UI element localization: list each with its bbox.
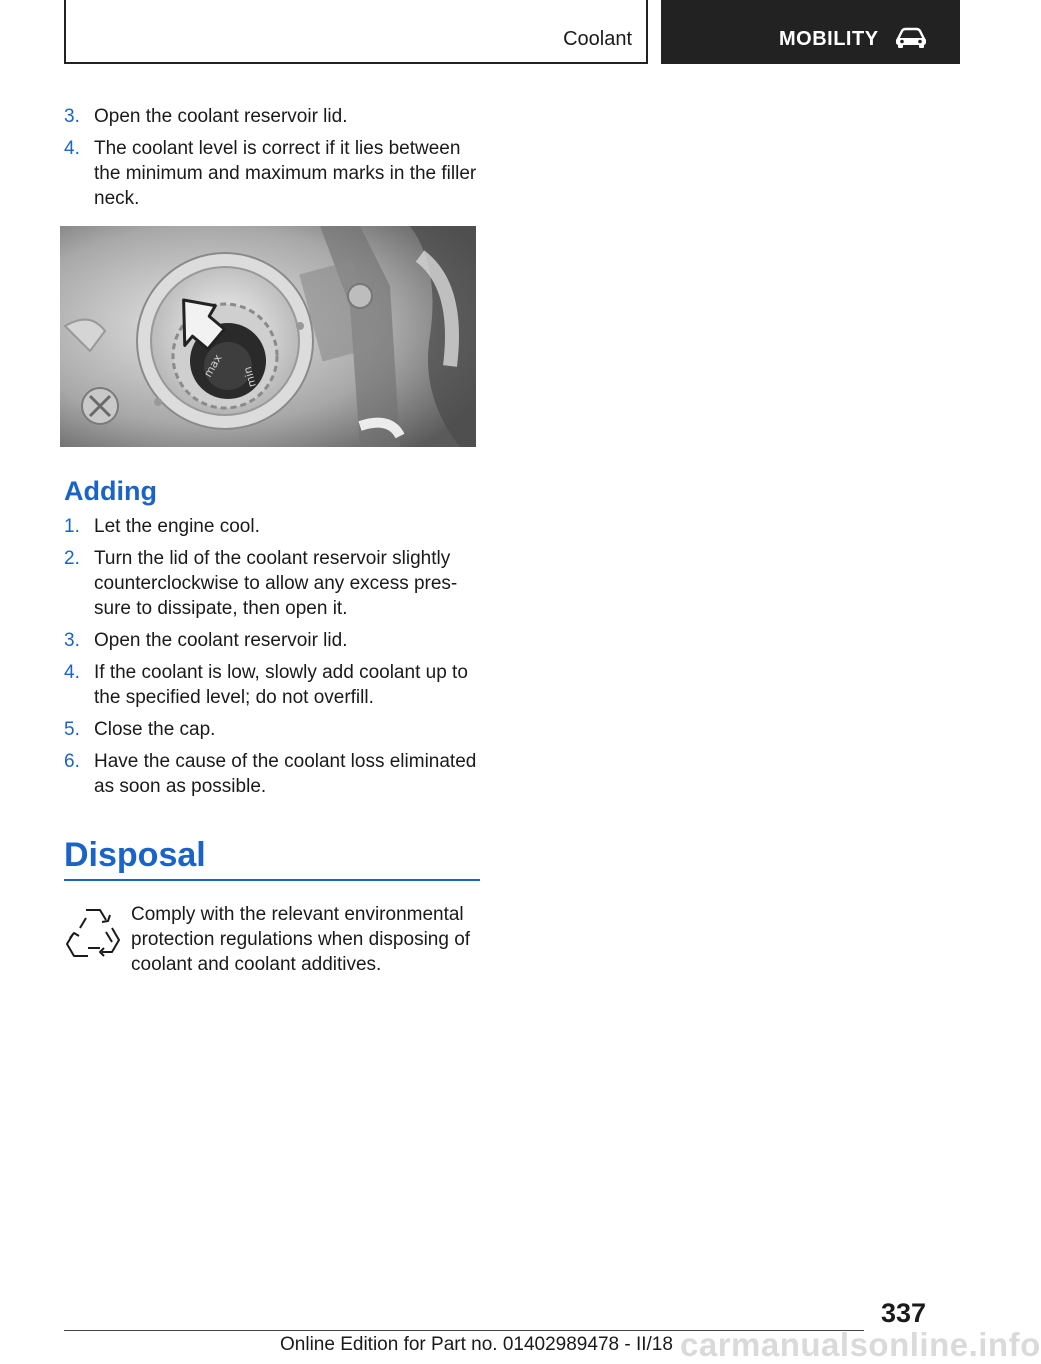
watermark: carmanualsonline.info [680, 1326, 1041, 1363]
coolant-reservoir-photo [60, 226, 476, 447]
step-number: 4. [64, 138, 80, 159]
list-item [64, 749, 480, 799]
chapter-tab[interactable] [661, 0, 960, 64]
list-item [64, 717, 480, 742]
step-text: If the coolant is low, slowly add coolant up to the specified level; do not overfill. [94, 662, 468, 708]
step-number: 5. [64, 719, 80, 740]
step-number: 3. [64, 106, 80, 127]
list-item [64, 104, 480, 129]
section-title: Coolant [563, 28, 632, 50]
list-item [64, 546, 480, 621]
step-number: 6. [64, 751, 80, 772]
step-text: Close the cap. [94, 719, 216, 740]
section-header-box [64, 0, 648, 64]
step-text: Turn the lid of the coolant reservoir slightly counterclockwise to allow any excess pres‐ sure to dissipate, then open it. [94, 548, 458, 619]
intro-step-list [64, 104, 480, 218]
disposal-divider [64, 879, 480, 881]
list-item [64, 628, 480, 653]
cap-label-max: max [201, 352, 225, 380]
car-icon [894, 26, 928, 50]
recycle-icon [64, 904, 122, 962]
step-text: Have the cause of the coolant loss eliminated as soon as possible. [94, 751, 477, 797]
adding-step-list [64, 514, 480, 806]
step-number: 4. [64, 662, 80, 683]
step-number: 3. [64, 630, 80, 651]
edition-text: Online Edition for Part no. 01402989478 - II/18 [280, 1334, 673, 1355]
step-text: Open the coolant reservoir lid. [94, 106, 348, 127]
list-item [64, 514, 480, 539]
list-item [64, 136, 480, 211]
disposal-text: Comply with the relevant environmental protection regulations when disposing of coolant and coolant additives. [131, 904, 471, 975]
chapter-tab-label: MOBILITY [779, 28, 879, 50]
disposal-heading: Disposal [64, 836, 206, 874]
step-number: 1. [64, 516, 80, 537]
step-text: Let the engine cool. [94, 516, 260, 537]
adding-heading: Adding [64, 476, 157, 506]
coolant-reservoir-illustration [60, 226, 476, 447]
page-header [0, 0, 960, 66]
list-item [64, 660, 480, 710]
step-text: Open the coolant reservoir lid. [94, 630, 348, 651]
step-number: 2. [64, 548, 80, 569]
cap-label-min: min [240, 365, 259, 389]
step-text: The coolant level is correct if it lies between the minimum and maximum marks in the filler neck. [94, 138, 477, 209]
page-number: 337 [880, 1298, 926, 1328]
